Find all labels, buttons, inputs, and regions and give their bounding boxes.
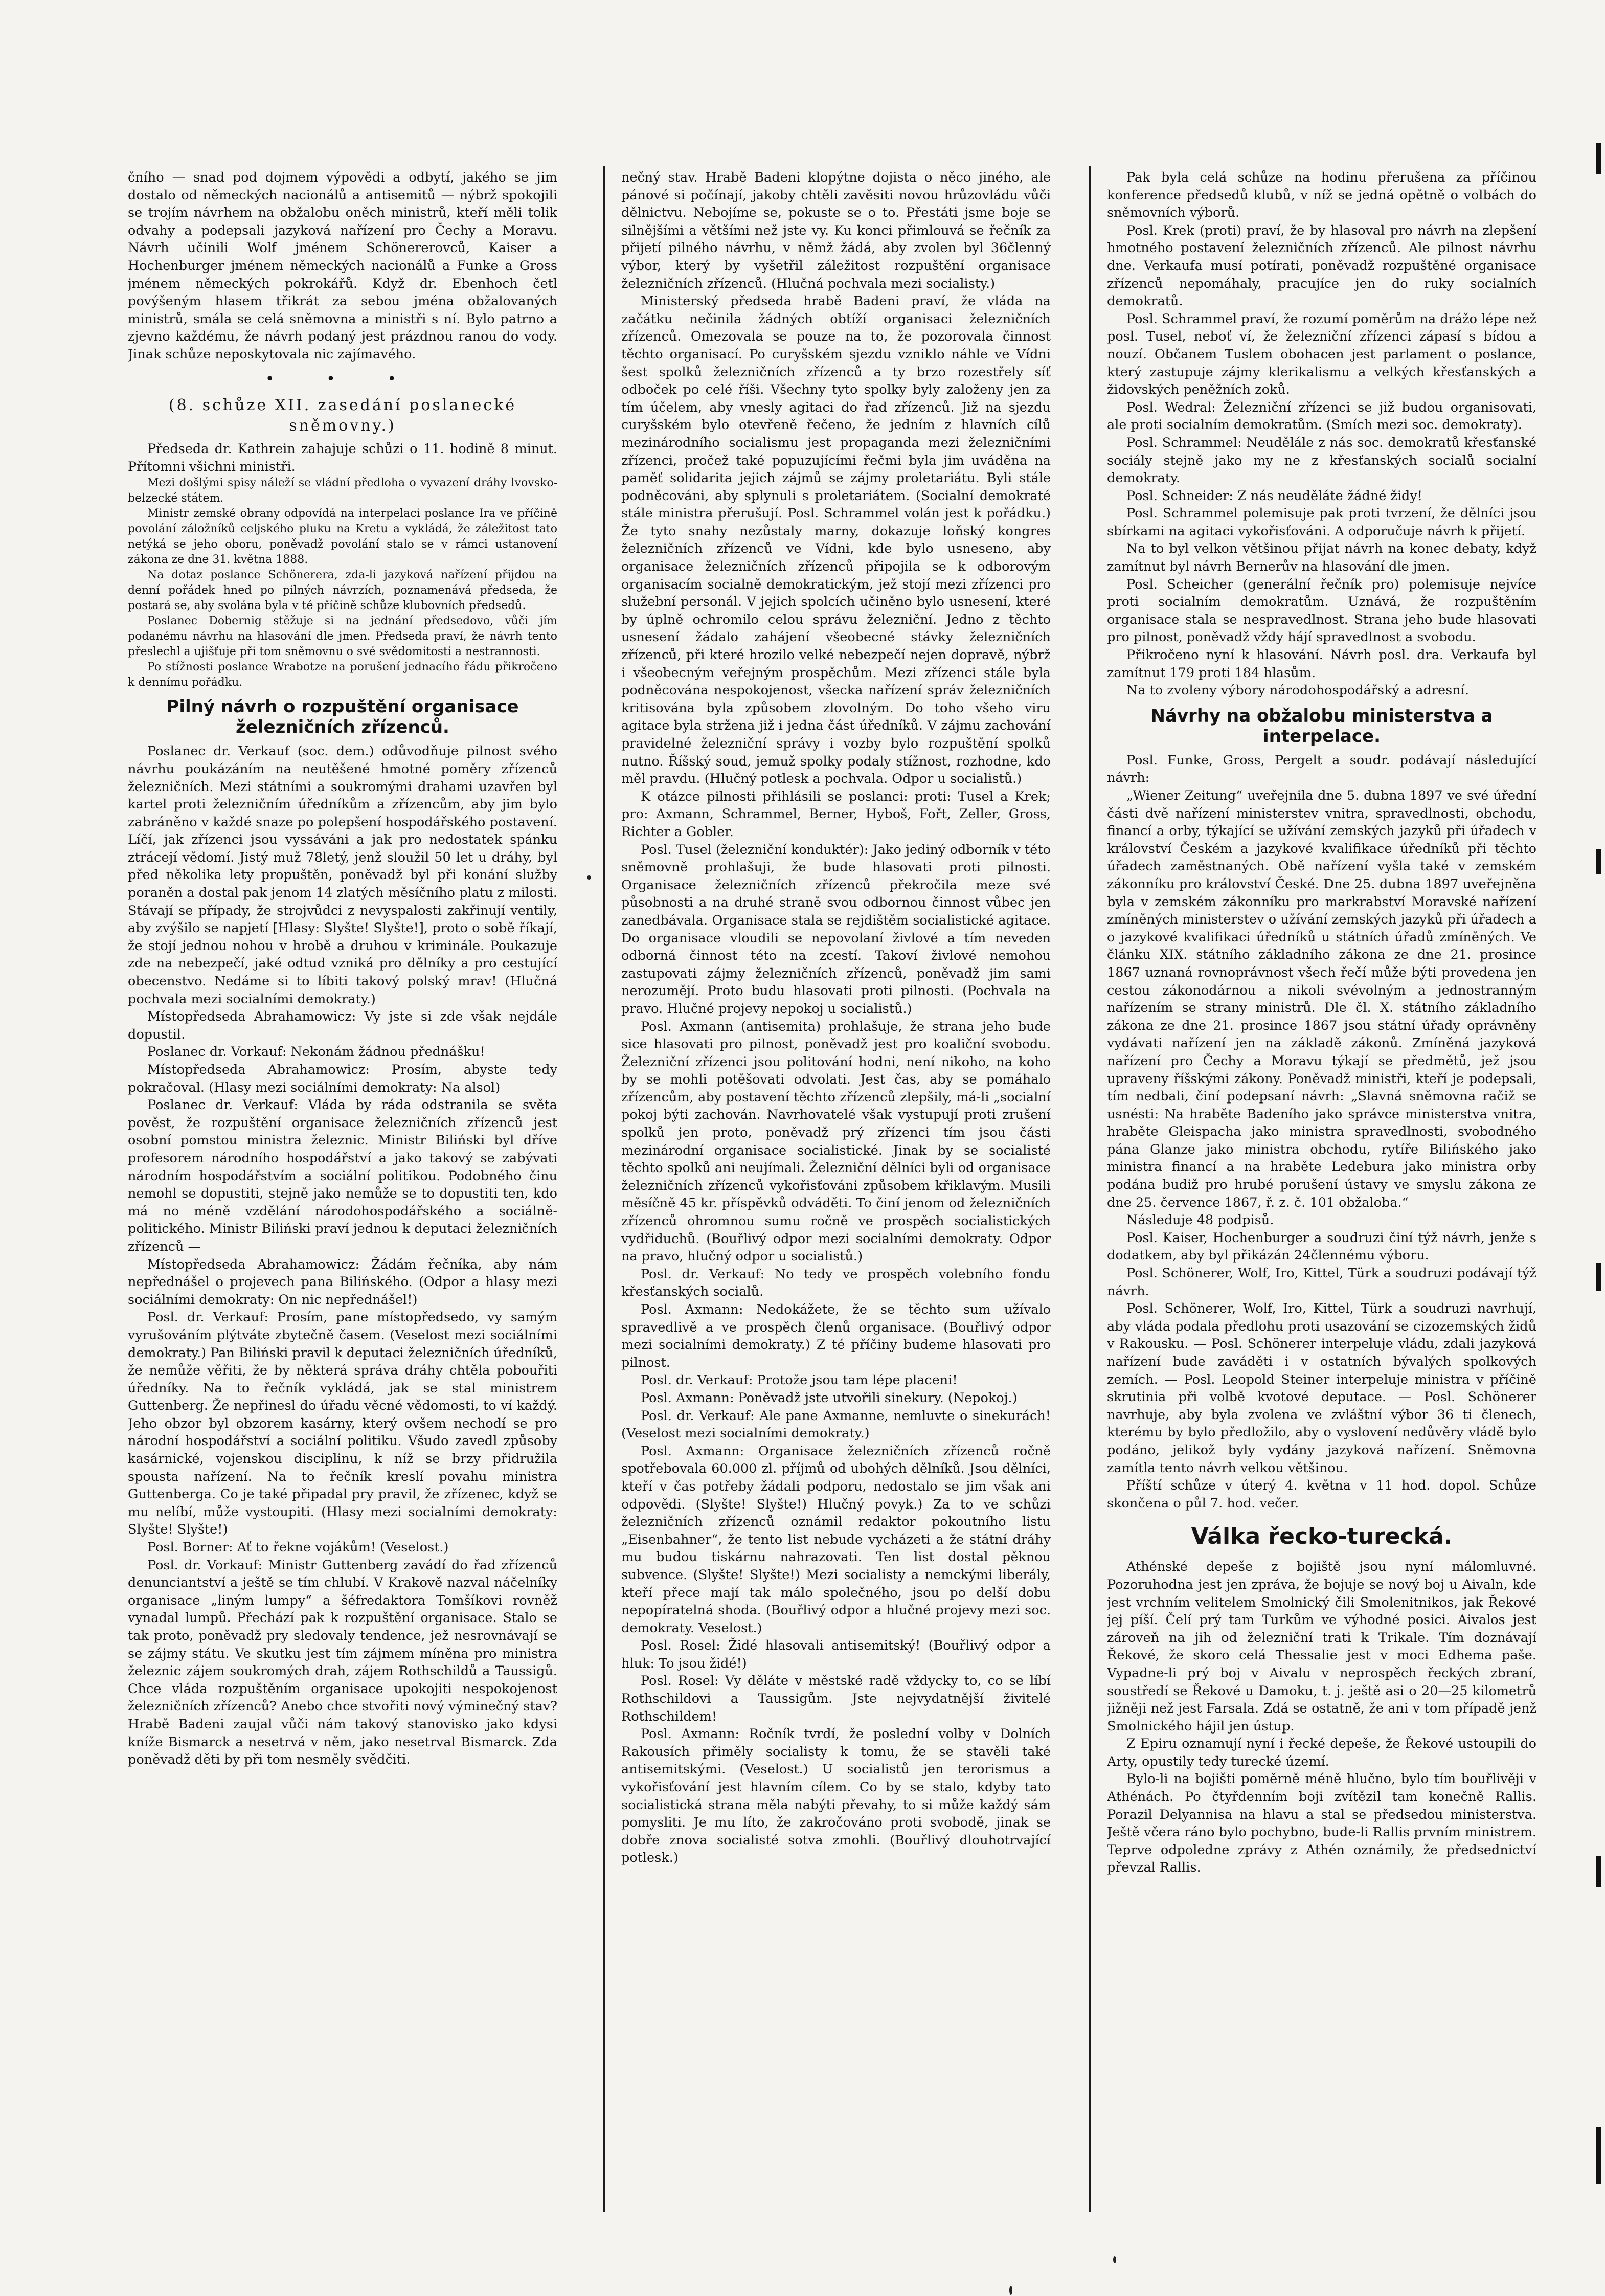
column-middle	[621, 169, 1051, 2219]
article-paragraph: Posl. Borner: Ať to řekne vojákům! (Veselost.)	[147, 1540, 449, 1556]
scan-speck	[1113, 2256, 1116, 2263]
article-paragraph: Posl. dr. Verkauf: No tedy ve prospěch volebního fondu křesťanských socialů.	[621, 1266, 1051, 1300]
article-paragraph: Posl. Rosel: Židé hlasovali antisemitský! (Bouřlivý odpor a hluk: To jsou židé!)	[621, 1638, 1051, 1671]
scan-edge-mark	[1596, 1263, 1601, 1291]
scan-edge-mark	[1596, 2127, 1601, 2184]
article-paragraph: Athénské depeše z bojiště jsou nyní málomluvné. Pozoruhodna jest jen zpráva, že bojuje se nový boj u Aivaln, kde jest vrchním velitelem Smolnický čili Smolenitnikos, jak Řekové jej píší. Čelí prý tam Turkům ve výhodné posici. Aivalos jest zároveň na jih od železniční trati k Trikale. Tím doznávají Řekové, že skoro celá Thessalie jest v moci Edhema paše. Vypadne-li prý boj v Aivalu v neprospěch řeckých zbraní, soustředí se Řekové u Damoku, t. j. ještě asi o 20—25 kilometrů jižněji než jest Farsala. Zdá se ostatně, že ani v tom případě jenž Smolnického hájil jen ústup.	[1107, 1559, 1536, 1734]
article-paragraph: „Wiener Zeitung“ uveřejnila dne 5. dubna 1897 ve své úřední části dvě nařízení ministerstev vnitra, spravedlnosti, obchodu, financí a orby, týkající se užívání zemských jazyků při úřadech v království Českém a jazykové kvalifikace úředníků při těchto úřadech zaměstnaných. Obě nařízení vyšla také v zemském zákonníku pro království České. Dne 25. dubna 1897 uveřejněna byla v zemském zákonníku pro markrabství Moravské nařízení zmíněných ministerstev o užívání zemských jazyků při úřadech a o jazykové kvalifikaci úředníků u státních úřadů zmíněných. Ve článku XIX. státního základního zákona ze dne 21. prosince 1867 uznaná rovnoprávnost všech řečí může býti provedena jen cestou zákonodárnou a nikoli svévolným a jednostranným nařízením se strany ministrů. Dle čl. X. státního základního zákona ze dne 21. prosince 1867 jsou státní úřady oprávněny vydávati nařízení jen na základě zákonů. Zmíněná jazyková nařízení pro Čechy a Moravu týkají se předmětů, jež jsou upraveny říšskými zákony. Poněvadž ministři, kteří je podepsali, tím nedbali, činí podepsaní návrh: „Slavná sněmovna račiž se usnésti: Na hraběte Badeního jako správce ministerstva vnitra, hraběte Gleispacha jako ministra spravedlnosti, svobodného pána Glanze jako ministra obchodu, rytíře Bilińského jako ministra financí a na hraběte Ledebura jako ministra orby podána budiž pro hrubé porušení ústavy ve smyslu zákona ze dne 25. července 1867, ř. z. č. 101 obžaloba.“	[1107, 788, 1536, 1210]
article-paragraph: Posl. Funke, Gross, Pergelt a soudr. podávají následující návrh:	[1107, 752, 1536, 786]
article-paragraph: Posl. Kaiser, Hochenburger a soudruzi činí týž návrh, jenže s dodatkem, aby byl přikázán 24člennému výboru.	[1107, 1230, 1536, 1264]
article-paragraph: Posl. Rosel: Vy děláte v městské radě vždycky to, co se líbí Rothschildovi a Taussigům. Jste nejvydatnější živitelé Rothschildem!	[621, 1673, 1051, 1724]
article-paragraph: Posl. Axmann: Ročník tvrdí, že poslední volby v Dolních Rakousích přiměly socialisty k tomu, že se stavěli také antisemitskými. (Veselost.) U socialistů jen terorismus a vykořisťování jest hlavním cílem. Co by se stalo, kdyby tato socialistická strana měla nabýti převahy, to si může každý sám pomysliti. Je mu líto, že zakročováno proti svobodě, jinak se dobře znova socialisté sotva zmohli. (Bouřlivý dlouhotrvající potlesk.)	[621, 1726, 1051, 1866]
column-right	[1107, 169, 1536, 2219]
article-paragraph: Poslanec dr. Verkauf: Vláda by ráda odstranila se světa pověst, že rozpuštění organisace železničních zřízenců jest osobní pomstou ministra železnic. Ministr Biliński byl dříve profesorem národního hospodářství a jako takový se zabývati národním hospodářstvím a sociální politikou. Podobného činu nemohl se dopustiti, stejně jako nemůže se to dopustiti ten, kdo má no méně vzdělání národohospodářského a sociálně-politického. Ministr Biliński praví jednou k deputaci železničních zřízenců —	[128, 1097, 557, 1254]
article-paragraph: Místopředseda Abrahamowicz: Vy jste si zde však nejdále dopustil.	[128, 1009, 557, 1042]
article-paragraph: Posl. dr. Verkauf: Protože jsou tam lépe placeni!	[641, 1372, 958, 1388]
article-paragraph: Přikročeno nyní k hlasování. Návrh posl. dra. Verkaufa byl zamítnut 179 proti 184 hlasům.	[1107, 647, 1536, 681]
scan-edge-mark	[1596, 849, 1601, 874]
article-paragraph: Posl. dr. Verkauf: Ale pane Axmanne, nemluvte o sinekurách! (Veselost mezi socialními demokraty.)	[621, 1408, 1051, 1442]
article-paragraph: Mezi došlými spisy náleží se vládní předloha o vyvazení dráhy lvovsko-belzecké státem.	[128, 477, 557, 505]
article-paragraph: čního — snad pod dojmem výpovědi a odbytí, jakého se jim dostalo od německých nacionálů a antisemitů — nýbrž spokojili se trojím návrhem na obžalobu oněch ministrů, kteří měli tolik odvahy a podepsali jazyková nařízení pro Čechy a Moravu. Návrh učinili Wolf jménem Schönererovců, Kaiser a Hochenburger jménem německých nacionálů a Funke a Gross jménem německých pokrokářů. Když dr. Ebenhoch četl povýšeným hlasem třikrát za sebou jména obžalovaných ministrů, smála se celá sněmovna a ministři s ní. Bylo patrno a zjevno každému, že návrh podaný jest prázdnou ranou do vody. Jinak schůze neposkytovala nic zajímavého.	[128, 170, 557, 362]
article-paragraph: Ministerský předseda hrabě Badeni praví, že vláda na začátku nečinila žádných obtíží organisaci železničních zřízenců. Omezovala se pouze na to, že pozorovala činnost těchto organisací. Po curyšském sjezdu vzniklo náhle ve Vídni šest spolků železničních zřízenců a ty brzo rozestřely síť odboček po celé říši. Všechny tyto spolky byly založeny jen za tím účelem, aby vnesly agitaci do řad zřízenců. Již na sjezdu curyšském bylo otevřeně řečeno, že jedním z hlavních cílů mezinárodního socialismu jest propaganda mezi železničními zřízenci, pročež také popuzujícími řečmi byla jim uváděna na paměť solidarita jejich zájmů se zájmy proletariátu. Byli stále podněcováni, aby splynuli s proletariátem. (Socialní demokraté stále ministra přerušují. Posl. Schrammel volán jest k pořádku.) Že tyto snahy nezůstaly marny, dokazuje loňský kongres železničních zřízenců ve Vídni, kde bylo usneseno, aby organisace železničních zřízenců připojila se k odborovým organisacím socialně demokratickým, jež stojí mezi zřízenci pro služební personál. V jejich spolcích učiněno bylo usnesení, které by úplně ochromilo celou správu železniční. Jedno z těchto usnesení žádalo zahájení všeobecné stávky železničních zřízenců, při které hrozilo velké nebezpečí nejen dopravě, nýbrž i všeobecným veřejným prospěchům. Mezi zřízenci stále byla podněcována nespokojenost, všecka nařízení správ železničních kritisována byla způsobem zlovolným. Do toho všeho viru agitace byla stržena již i jedna část úředníků. V zájmu zachování pravidelné železniční správy i vozby bylo rozpuštění spolků nutno. Říšský soud, jemuž spolky podaly stížnost, rozhodne, kdo měl pravdu. (Hlučný potlesk a pochvala. Odpor u socialistů.)	[621, 294, 1051, 787]
section-heading: Pilný návrh o rozpuštění organisace železničních zřízenců.	[166, 696, 519, 738]
article-paragraph: Posl. Schneider: Z nás neuděláte žádné židy!	[1126, 488, 1423, 504]
article-paragraph: Posl. Axmann: Organisace železničních zřízenců ročně spotřebovala 60.000 zl. příjmů od ubohých dělníků. Jsou dělníci, kteří v čas potřeby žádali podporu, nedostalo se jim však ani odpovědi. (Slyšte! Slyšte!) Hlučný povyk.) Za to ve schůzi železničních zřízenců oznámil redaktor pokoutního listu „Eisenbahner“, že tento list nebude vycházeti a že státní dráhy mu budou tiskárnu nahrazovati. Ten list dostal pěknou subvence. (Slyšte! Slyšte!) Mezi socialisty a nemckými liberály, kteří přece mají tak málo společného, jsou po delší dobu nepopíratelná shoda. (Bouřlivý odpor a hlučné projevy mezi soc. demokraty. Veselost.)	[621, 1443, 1051, 1636]
session-title: (8. schůze XII. zasedání poslanecké sněmovny.)	[168, 396, 517, 435]
column-left	[128, 169, 557, 2219]
article-paragraph: Pak byla celá schůze na hodinu přerušena za příčinou konference předsedů klubů, v níž se jedná opětně o volbách do sněmovních výborů.	[1107, 170, 1536, 221]
article-paragraph: Posl. Axmann: Poněvadž jste utvořili sinekury. (Nepokoj.)	[641, 1390, 1018, 1406]
article-paragraph: Na to zvoleny výbory národohospodářský a adresní.	[1126, 683, 1469, 699]
article-paragraph: Posl. Scheicher (generální řečník pro) polemisuje nejvíce proti socialním demokratům. Uznává, že rozpuštěním organisace stala se nespravedlnost. Strana jeho bude hlasovati pro pilnost, poněvadž vždy hájí spravedlnost a svobodu.	[1107, 576, 1536, 645]
article-paragraph: Poslanec dr. Vorkauf: Nekonám žádnou přednášku!	[147, 1044, 485, 1060]
scan-edge-mark	[1596, 1856, 1601, 1887]
article-paragraph: Příští schůze v úterý 4. května v 11 hod. dopol. Schůze skončena o půl 7. hod. večer.	[1107, 1478, 1536, 1511]
article-paragraph: Na dotaz poslance Schönerera, zda-li jazyková nařízení přijdou na denní pořádek hned po pilných návrzích, poznamenává předseda, že postará se, aby svolána byla v té příčině schůze klubovních předsedů.	[128, 569, 557, 613]
article-paragraph: Místopředseda Abrahamowicz: Žádám řečníka, aby nám nepřednášel o projevech pana Bilińského. (Odpor a hlasy mezi sociálními demokraty: On nic nepřednášel!)	[128, 1256, 557, 1308]
article-paragraph: Posl. Schrammel: Neudělále z nás soc. demokratů křesťanské sociály stejně jako my ne z křesťanských socialů socialní demokraty.	[1107, 435, 1536, 486]
article-paragraph: Posl. dr. Verkauf: Prosím, pane místopředsedo, vy samým vyrušováním plýtváte zbytečně časem. (Veselost mezi sociálními demokraty.) Pan Biliński pravil k deputaci železničních úředníků, že nemůže věřiti, že by některá správa dráhy chtěla pobouřiti úředníky. Na to řečník vykládá, jak se stal ministrem Guttenberg. Že nepřinesl do úřadu věcné vědomosti, to ví každý. Jeho obzor byl obzorem kasárny, který ovšem nechodí se pro národní hospodářství a sociální politiku. Všudo zavedl způsoby kasárnické, vojenskou disciplinu, k níž se brzy přidružila spousta nařízení. Na to řečník kreslí povahu ministra Guttenberga. Co je také připadal pry pravil, že zřízenec, když se mu nelíbí, může vystoupiti. (Hlasy mezi socialními demokraty: Slyšte! Slyšte!)	[128, 1310, 557, 1538]
scan-speck	[587, 875, 591, 880]
section-separator: • • •	[265, 370, 420, 388]
article-paragraph: Posl. Schönerer, Wolf, Iro, Kittel, Türk a soudruzi navrhují, aby vláda podala předlohu proti usazování se cizozemských židů v Rakousku. — Posl. Schönerer interpeluje vládu, zdali jazyková nařízení bude zaváděti i v ostatních bývalých spolkových zemích. — Posl. Leopold Steiner interpeluje ministra v příčině skrutinia při volbě kvotové deputace. — Posl. Schönerer navrhuje, aby byla zvolena ve zvláštní výbor 36 ti členech, kterému by bylo předložilo, aby o vyslovení nedůvěry vládě bylo podáno, jelikož byly vydány jazyková nařízení. Sněmovna zamítla tento návrh velkou většinou.	[1107, 1301, 1536, 1476]
article-paragraph: Posl. Axmann (antisemita) prohlašuje, že strana jeho bude sice hlasovati pro pilnost, poněvadž jest pro koaliční svobodu. Železniční zřízenci jsou politování hodni, není nikoho, na koho by se mohli potěšovati odvolati. Jest čas, aby se pomáhalo zřízencům, aby postavení těchto zřízenců zlepšily, má-li „socialní pokoj býti zachován. Navrhovatelé však vystupují proti zrušení spolků jen proto, poněvadž prý zřízenci tím jsou části mezinárodní organisace socialistické. Jinak by se socialisté těchto spolků ani neujímali. Železniční dělníci byli od organisace železničních zřízenců vykořisťováni způsobem křiklavým. Musili měsíčně 45 kr. příspěvků odváděti. To činí jenom od železničních zřízenců ohromnou sumu ročně ve prospěch socialistických vydřiduchů. (Bouřlivý odpor mezi socialními demokraty. Odpor na pravo, hlučný odpor u socialistů.)	[621, 1019, 1051, 1265]
column-rule	[1089, 166, 1091, 2212]
article-paragraph: Poslanec dr. Verkauf (soc. dem.) odůvodňuje pilnost svého návrhu poukázáním na neutěšené hmotné poměry zřízenců železničních. Mezi státními a soukromými drahami uzavřen byl kartel proti železničním úředníkům a zřízencům, aby jim bylo zabráněno v každé snaze po polepšení hospodářského postavení. Líčí, jak zřízenci jsou vyssáváni a jak pro nedostatek spánku ztrácejí vědomí. Jistý muž 78letý, jenž sloužil 50 let u dráhy, byl před několika lety propuštěn, poněvadž byl při konání služby poraněn a dostal pak jenom 14 zlatých měsíčního platu z milosti. Stávají se případy, že strojvůdci z nevyspalosti zakřinují ventily, aby zvýšilo se napjetí [Hlasy: Slyšte! Slyšte!], proto o sobě říkají, že stojí jednou nohou v hrobě a druhou v kriminále. Poukazuje zde na nebezpečí, jaké odtud vzniká pro dělníky a pro cestující obecenstvo. Nedáme si to líbiti takový polský mrav! (Hlučná pochvala mezi socialními demokraty.)	[128, 744, 557, 1007]
article-paragraph: Bylo-li na bojišti poměrně méně hlučno, bylo tím bouřlivěji v Athénách. Po čtyřdenním boji zvítězil tam konečně Rallis. Porazil Delyannisa na hlavu a stal se předsedou ministerstva. Ještě včera ráno bylo pochybno, bude-li Rallis prvním ministrem. Teprve odpoledne zprávy z Athén oznámily, že předsednictví převzal Rallis.	[1107, 1771, 1536, 1876]
section-heading: Válka řecko-turecká.	[1191, 1523, 1453, 1550]
article-paragraph: Posl. Wedral: Železniční zřízenci se již budou organisovati, ale proti socialním demokratům. (Smích mezi soc. demokraty).	[1107, 399, 1536, 433]
scan-edge-mark	[1596, 143, 1601, 174]
article-paragraph: Následuje 48 podpisů.	[1126, 1212, 1274, 1228]
article-paragraph: Předseda dr. Kathrein zahajuje schůzi o 11. hodině 8 minut. Přítomni všichni ministři.	[128, 441, 557, 475]
article-paragraph: nečný stav. Hrabě Badeni klopýtne dojista o něco jiného, ale pánové si počínají, jakoby chtěli zavěsiti novou hrůzovládu vůči dělnictvu. Nebojíme se, pokuste se o to. Přestáti jsme boje se silnějšími a většími než jste vy. Ku konci přimlouvá se řečník za přijetí pilného návrhu, v němž žádá, aby zvolen byl 36členný výbor, který by vyšetřil záležitost rozpuštění organisace železničních zřízenců. (Hlučná pochvala mezi socialisty.)	[621, 170, 1051, 291]
article-paragraph: Posl. Schönerer, Wolf, Iro, Kittel, Türk a soudruzi podávají týž návrh.	[1107, 1266, 1536, 1299]
article-paragraph: K otázce pilnosti přihlásili se poslanci: proti: Tusel a Krek; pro: Axmann, Schrammel, Berner, Hyboš, Fořt, Zeller, Gross, Richter a Gobler.	[621, 789, 1051, 840]
article-paragraph: Posl. Tusel (železniční konduktér): Jako jediný odborník v této sněmovně prohlašuji, že bude hlasovati proti pilnosti. Organisace železničních zřízenců překročila meze své působnosti a na druhé straně svou odbornou činnost vůbec jen zanedbávala. Organisace stala se rejdištěm socialistické agitace. Do organisace vloudili se nepovolaní živlové a tím neveden odborná činnost této na zcestí. Takoví živlové nemohou zastupovati zájmy železničních zřízenců, poněvadž jim sami nerozumějí. Proto budu hlasovati proti pilnosti. (Pochvala na pravo. Hlučné projevy nepokoj u socialistů.)	[621, 842, 1051, 1017]
article-paragraph: Posl. Axmann: Nedokážete, že se těchto sum užívalo spravedlivě a ve prospěch členů organisace. (Bouřlivý odpor mezi socialními demokraty.) Z té příčiny budeme hlasovati pro pilnost.	[621, 1302, 1051, 1370]
article-paragraph: Místopředseda Abrahamowicz: Prosím, abyste tedy pokračoval. (Hlasy mezi sociálními demokraty: Na alsol)	[128, 1062, 557, 1095]
column-rule	[603, 166, 605, 2212]
article-paragraph: Posl. Schrammel polemisuje pak proti tvrzení, že dělníci jsou sbírkami na agitaci vykořisťováni. A odporučuje návrh k přijetí.	[1107, 506, 1536, 539]
article-paragraph: Posl. Schrammel praví, že rozumí poměrům na drážo lépe než posl. Tusel, neboť ví, že železniční zřízenci zápasí s bídou a nouzí. Občanem Tuslem obohacen jest parlament o poslance, který zastupuje zájmy klerikalismu a velkých křesťanských a židovských peněžních zoků.	[1107, 311, 1536, 398]
article-paragraph: Ministr zemské obrany odpovídá na interpelaci poslance Ira ve příčině povolání záložníků celjského pluku na Kretu a vykládá, že záležitost tato netýká se jeho oboru, poněvadž povolání stalo se v rámci ustanovení zákona ze dne 31. května 1888.	[128, 507, 557, 567]
article-paragraph: Posl. Krek (proti) praví, že by hlasoval pro návrh na zlepšení hmotného postavení železničních zřízenců. Ale pilnost návrhu dne. Verkaufa musí potírati, poněvadž rozpuštěné organisace zřízenců nepomáhaly, pracujíce jen do ruky socialních demokratů.	[1107, 222, 1536, 309]
section-heading: Návrhy na obžalobu ministerstva a interpelace.	[1150, 705, 1493, 747]
article-paragraph: Posl. dr. Vorkauf: Ministr Guttenberg zavádí do řad zřízenců denunciantství a ještě se tím chlubí. V Krakově nazval náčelníky organisace „liným lumpy“ a šéfredaktora Tomšíkovi rovněž vynadal lumpů. Přechází pak k rozpuštění organisace. Stalo se tak proto, poněvadž pry sledovaly tendence, jež nesrovnávají se se zájmy státu. Ve skutku jest tím zájmem míněna pro ministra železnic zájem soukromých drah, zájem Rothschildů a Taussigů. Chce vláda rozpuštěním organisace upokojiti nespokojenost železničních zřízenců? Anebo chce stvořiti nový výminečný stav? Hrabě Badeni zaujal vůči nám takový stanovisko jako kdysi kníže Bismarck a nesetrvá v něm, jako nesetrval Bismarck. Zda poněvadž děti by při tom nesměly svědčiti.	[128, 1557, 557, 1768]
article-paragraph: Z Epiru oznamují nyní i řecké depeše, že Řekové ustoupili do Arty, opustily tedy turecké území.	[1107, 1736, 1536, 1769]
article-paragraph: Na to byl velkon většinou přijat návrh na konec debaty, když zamítnut byl návrh Bernerův na hlasování dle jmen.	[1107, 541, 1536, 575]
article-paragraph: Poslanec Dobernig stěžuje si na jednání předsedovo, vůči jím podanému návrhu na hlasování dle jmen. Předseda praví, že návrh tento přeslechl a ujišťuje při tom sněmovnu o své svědomitosti a nestrannosti.	[128, 615, 557, 659]
article-paragraph: Po stížnosti poslance Wrabotze na porušení jednacího řádu přikročeno k dennímu pořádku.	[128, 661, 557, 689]
scan-speck	[1009, 2286, 1012, 2295]
